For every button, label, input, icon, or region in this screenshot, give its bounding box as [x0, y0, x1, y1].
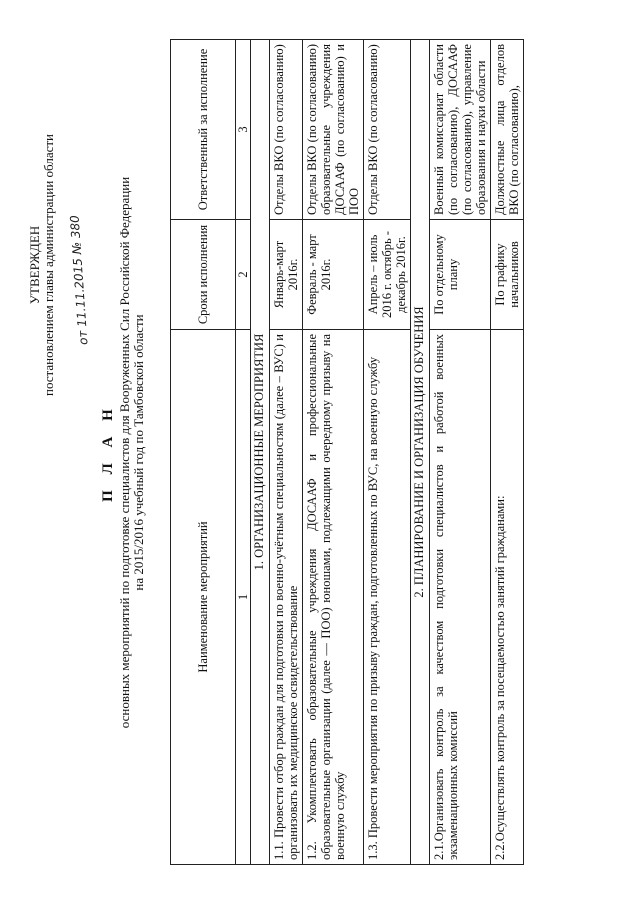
measure-term: По отдельному плану [430, 220, 491, 330]
plan-subtitle [118, 40, 146, 865]
measure-term: Январь-март 2016г. [270, 220, 303, 330]
approval-title: УТВЕРЖДЕН [27, 225, 42, 305]
measure-term: По графику начальников [491, 220, 524, 330]
plan-subtitle-line1: основных мероприятий по подготовке специалистов для Вооруженных Сил Российской Федерации [117, 176, 132, 729]
section-title: 2. ПЛАНИРОВАНИЕ И ОРГАНИЗАЦИЯ ОБУЧЕНИЯ [411, 40, 430, 865]
measure-responsible: Военный комиссариат области (по согласованию), ДОСААФ (по согласованию), управление образования и науки области [430, 40, 491, 220]
table-row [430, 40, 491, 865]
column-number: 2 [236, 220, 251, 330]
table-row [303, 40, 364, 865]
column-number: 1 [236, 330, 251, 865]
plan-table [170, 39, 524, 865]
handwritten-signature: от 11.11.2015 № 380 [67, 214, 91, 346]
approval-line: постановлением главы администрации области [41, 134, 56, 396]
measure-term: Февраль - март 2016г. [303, 220, 364, 330]
column-number: 3 [236, 40, 251, 220]
header-row [171, 40, 236, 865]
measure-responsible: Отделы ВКО (по согласованию) [270, 40, 303, 220]
table-row [364, 40, 411, 865]
section-title: 1. ОРГАНИЗАЦИОННЫЕ МЕРОПРИЯТИЯ [251, 40, 270, 865]
measure-responsible: Отделы ВКО (по согласованию) образовательные учреждения ДОСААФ (по согласованию) и ПОО [303, 40, 364, 220]
table-row [270, 40, 303, 865]
measure-responsible: Отделы ВКО (по согласованию) [364, 40, 411, 220]
measure-responsible: Должностные лица отделов ВКО (по согласованию), [491, 40, 524, 220]
section-row [251, 40, 270, 865]
plan-title: П Л А Н [100, 403, 116, 502]
table-row [491, 40, 524, 865]
approval-stamp [28, 45, 56, 485]
measure-name: 1.2. Укомплектовать образовательные учреждения ДОСААФ и профессиональные образовательные организации (далее — ПОО) юношами, подлежащими очередному призыву на военную службу [303, 330, 364, 865]
measure-name: 1.1. Провести отбор граждан для подготовки по военно-учётным специальностям (далее – ВУС) и организовать их медицинское освидетельствование [270, 330, 303, 865]
number-row [236, 40, 251, 865]
header-term: Сроки исполнения [171, 220, 236, 330]
header-responsible: Ответственный за исполнение [171, 40, 236, 220]
plan-subtitle-line2: на 2015/2016 учебный год по Тамбовской области [131, 314, 146, 591]
measure-term: Апрель – июль 2016 г. октябрь - декабрь 2016г. [364, 220, 411, 330]
section-row [411, 40, 430, 865]
measure-name: 2.1.Организовать контроль за качеством подготовки специалистов и работой военных экзаменационных комиссий [430, 330, 491, 865]
measure-name: 1.3. Провести мероприятия по призыву граждан, подготовленных по ВУС, на военную службу [364, 330, 411, 865]
header-name: Наименование мероприятий [171, 330, 236, 865]
measure-name: 2.2.Осуществлять контроль за посещаемостью занятий гражданами: [491, 330, 524, 865]
